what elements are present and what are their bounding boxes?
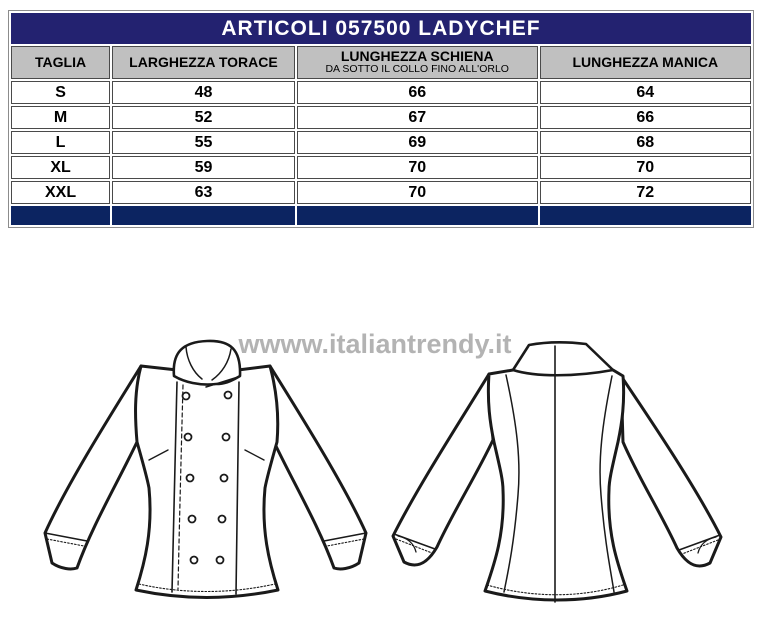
footer-cell — [297, 206, 538, 225]
front-body — [136, 366, 278, 598]
size-cell: S — [11, 81, 110, 104]
schiena-cell: 67 — [297, 106, 538, 129]
schiena-cell: 70 — [297, 156, 538, 179]
back-body — [485, 370, 627, 600]
torace-cell: 59 — [112, 156, 295, 179]
column-header-manica — [540, 46, 751, 79]
front-left-sleeve — [45, 366, 141, 569]
back-right-sleeve — [621, 376, 721, 566]
size-cell: M — [11, 106, 110, 129]
table-row — [11, 181, 751, 204]
table-row — [11, 131, 751, 154]
footer-row — [11, 206, 751, 225]
jacket-back-view-drawing — [390, 330, 730, 617]
footer-cell — [11, 206, 110, 225]
torace-cell: 63 — [112, 181, 295, 204]
front-right-sleeve — [270, 366, 366, 569]
torace-cell: 48 — [112, 81, 295, 104]
manica-cell: 70 — [540, 156, 751, 179]
table-row — [11, 81, 751, 104]
title-row — [11, 13, 751, 44]
schiena-cell: 70 — [297, 181, 538, 204]
table-row — [11, 106, 751, 129]
manica-cell: 72 — [540, 181, 751, 204]
column-sublabel: DA SOTTO IL COLLO FINO ALL'ORLO — [325, 63, 509, 76]
footer-cell — [112, 206, 295, 225]
manica-cell: 64 — [540, 81, 751, 104]
column-label: LUNGHEZZA SCHIENA — [340, 48, 494, 65]
column-header-schiena — [297, 46, 538, 79]
back-collar — [513, 342, 613, 375]
size-chart-table — [8, 10, 754, 228]
front-collar — [174, 341, 240, 385]
manica-cell: 66 — [540, 106, 751, 129]
back-left-sleeve — [393, 374, 493, 565]
schiena-cell: 69 — [297, 131, 538, 154]
schiena-cell: 66 — [297, 81, 538, 104]
watermark-text: wwww.italiantrendy.it — [238, 329, 512, 359]
column-label: TAGLIA — [35, 53, 87, 70]
header-row — [11, 46, 751, 79]
column-label: LUNGHEZZA MANICA — [572, 53, 719, 70]
torace-cell: 52 — [112, 106, 295, 129]
column-header-taglia — [11, 46, 110, 79]
column-header-torace — [112, 46, 295, 79]
footer-cell — [540, 206, 751, 225]
page-title: ARTICOLI 057500 LADYCHEF — [11, 13, 751, 44]
column-label: LARGHEZZA TORACE — [129, 53, 278, 70]
size-cell: XXL — [11, 181, 110, 204]
table-row — [11, 156, 751, 179]
jacket-front-view-drawing — [40, 330, 370, 617]
manica-cell: 68 — [540, 131, 751, 154]
torace-cell: 55 — [112, 131, 295, 154]
size-cell: L — [11, 131, 110, 154]
size-cell: XL — [11, 156, 110, 179]
